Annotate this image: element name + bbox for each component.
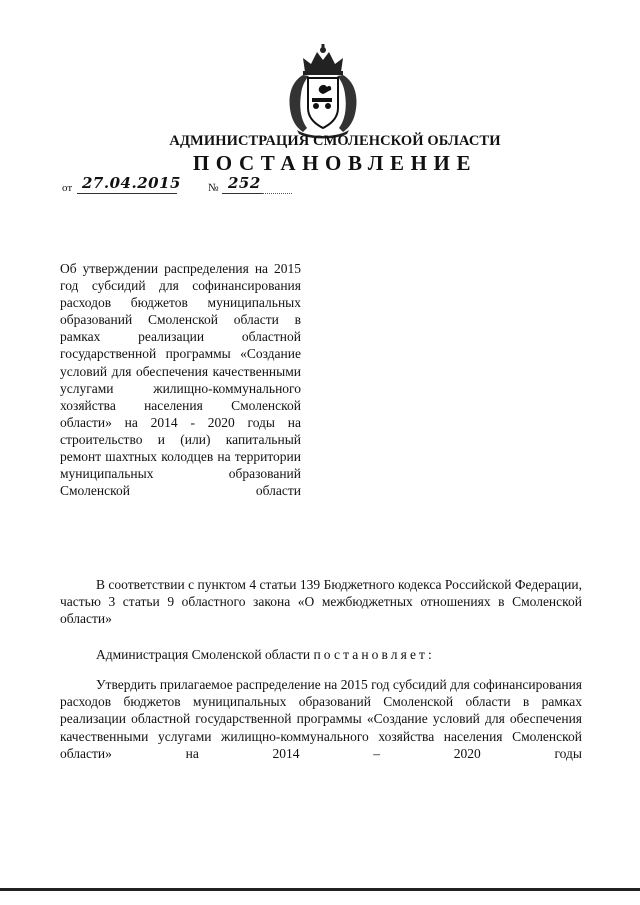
date-number-line xyxy=(62,174,322,196)
document-type-title: ПОСТАНОВЛЕНИЕ xyxy=(192,151,478,175)
handwritten-number: 252 xyxy=(228,174,261,192)
coat-of-arms-icon xyxy=(283,42,363,140)
number-dotted-line xyxy=(262,193,292,194)
from-label: от xyxy=(62,182,73,194)
resolves-word: постановляет: xyxy=(313,647,435,662)
date-underline xyxy=(77,193,177,194)
handwritten-date: 27.04.2015 xyxy=(82,174,181,192)
resolution-statement xyxy=(60,646,582,663)
preamble-paragraph: В соответствии с пунктом 4 статьи 139 Бюджетного кодекса Российской Федерации, частью 3 статьи 9 областного закона «О межбюджетных отношениях в Смоленской области» xyxy=(60,577,582,627)
approval-paragraph: Утвердить прилагаемое распределение на 2015 год субсидий для софинансирования расходов бюджетов муниципальных образований Смоленской области в рамках реализации областной государственной программы «Создание условий для обеспечения качественными услугами жилищно-коммунального хозяйства населения Смоленской области» на 2014 – 2020 годы xyxy=(60,677,582,761)
number-underline xyxy=(222,193,262,194)
document-subject: Об утверждении распределения на 2015 год субсидий для софинансирования расходов бюджетов муниципальных образований Смоленской области в рамках реализации областной государственной программы «Создание условий для обеспечения качественными услугами жилищно-коммунального хозяйства населения Смоленской области» на 2014 - 2020 годы на строительство и (или) капитальный ремонт шахтных колодцев на территории муниципальных образований Смоленской области xyxy=(60,261,301,499)
page-bottom-edge xyxy=(0,888,640,891)
number-label: № xyxy=(208,182,219,194)
organization-title: АДМИНИСТРАЦИЯ СМОЛЕНСКОЙ ОБЛАСТИ xyxy=(169,133,501,149)
administration-label: Администрация Смоленской области xyxy=(96,647,311,662)
